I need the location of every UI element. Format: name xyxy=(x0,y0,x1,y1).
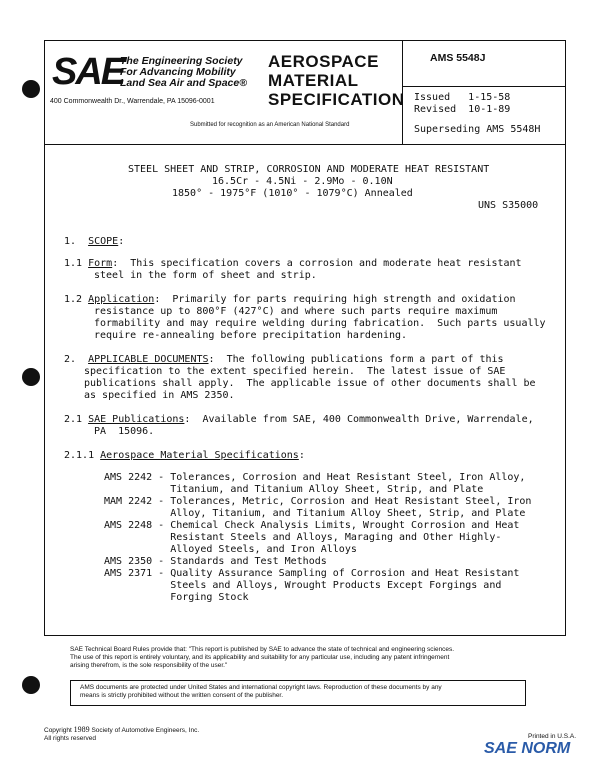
revised-date: Revised 10-1-89 xyxy=(414,104,511,115)
section-1-1: 1.1 Form: This specification covers a corrosion and moderate heat resistant xyxy=(64,258,522,269)
sae-norm-watermark: SAE NORM xyxy=(484,740,571,757)
binder-hole xyxy=(22,80,40,98)
society-name: The Engineering Society For Advancing Mobility Land Sea Air and Space® xyxy=(120,55,247,89)
rights-reserved: All rights reserved xyxy=(44,735,97,742)
reference-line: Resistant Steels and Alloys, Maraging and Other Highly- xyxy=(104,532,502,543)
reference-line: AMS 2242 - Tolerances, Corrosion and Heat Resistant Steel, Iron Alloy, xyxy=(104,472,526,483)
section-2-cont: as specified in AMS 2350. xyxy=(84,390,235,401)
uns-number: UNS S35000 xyxy=(478,200,539,211)
superseding: Superseding AMS 5548H xyxy=(414,124,541,135)
section-2-1-cont: PA 15096. xyxy=(94,426,155,437)
binder-hole xyxy=(22,368,40,386)
reference-line: Alloy, Titanium, and Titanium Alloy Sheet, Strip, and Plate xyxy=(104,508,526,519)
printed-in: Printed in U.S.A. xyxy=(528,733,577,740)
copyright-line: Copyright 1989 Society of Automotive Engineers, Inc. xyxy=(44,725,200,734)
reference-line: Titanium, and Titanium Alloy Sheet, Strip, and Plate xyxy=(104,484,484,495)
sae-logo: SAE xyxy=(52,51,125,93)
section-2: 2. APPLICABLE DOCUMENTS: The following publications form a part of this xyxy=(64,354,504,365)
reference-line: MAM 2242 - Tolerances, Metric, Corrosion and Heat Resistant Steel, Iron xyxy=(104,496,532,507)
reference-line: AMS 2350 - Standards and Test Methods xyxy=(104,556,327,567)
board-rules-note: SAE Technical Board Rules provide that: "This report is published by SAE to advance the state of technical and engineering sciences. The use of this report is entirely voluntary, and its applicability and suitability for any particular use, including any patent infringement arising therefrom, is the sole responsibility of the user." xyxy=(70,646,455,669)
section-1-2-cont: require re-annealing before precipitation hardening. xyxy=(94,330,408,341)
reference-line: AMS 2248 - Chemical Check Analysis Limits, Wrought Corrosion and Heat xyxy=(104,520,520,531)
section-2-1-1: 2.1.1 Aerospace Material Specifications: xyxy=(64,450,305,461)
section-2-1: 2.1 SAE Publications: Available from SAE, 400 Commonwealth Drive, Warrendale, xyxy=(64,414,534,425)
copyright-notice: AMS documents are protected under United States and international copyright laws. Reproduction of these documents by any means is strictly prohibited without the written consent of the publisher. xyxy=(80,684,442,699)
recognition-note: Submitted for recognition as an American National Standard xyxy=(190,122,350,128)
binder-hole xyxy=(22,676,40,694)
reference-line: AMS 2371 - Quality Assurance Sampling of Corrosion and Heat Resistant xyxy=(104,568,520,579)
section-1-2: 1.2 Application: Primarily for parts requiring high strength and oxidation xyxy=(64,294,516,305)
reference-line: Alloyed Steels, and Iron Alloys xyxy=(104,544,357,555)
reference-line: Forging Stock xyxy=(104,592,249,603)
header-divider xyxy=(44,144,566,145)
ams-number: AMS 5548J xyxy=(430,52,486,64)
section-1-heading: 1. SCOPE: xyxy=(64,236,125,247)
section-1-1-cont: steel in the form of sheet and strip. xyxy=(94,270,317,281)
issued-date: Issued 1-15-58 xyxy=(414,92,511,103)
section-1-2-cont: resistance up to 800°F (427°C) and where such parts require maximum xyxy=(94,306,498,317)
spec-heat-treat: 1850° - 1975°F (1010° - 1079°C) Annealed xyxy=(172,188,413,199)
spec-title: STEEL SHEET AND STRIP, CORROSION AND MODERATE HEAT RESISTANT xyxy=(128,164,490,175)
header-divider xyxy=(402,86,566,87)
section-2-cont: publications shall apply. The applicable issue of other documents shall be xyxy=(84,378,536,389)
document-type-title: AEROSPACE MATERIAL SPECIFICATION xyxy=(268,52,405,109)
spec-composition: 16.5Cr - 4.5Ni - 2.9Mo - 0.10N xyxy=(212,176,393,187)
section-2-cont: specification to the extent specified herein. The latest issue of SAE xyxy=(84,366,506,377)
reference-line: Steels and Alloys, Wrought Products Except Forgings and xyxy=(104,580,502,591)
section-1-2-cont: formability and may require welding during fabrication. Such parts usually xyxy=(94,318,546,329)
society-address: 400 Commonwealth Dr., Warrendale, PA 15096-0001 xyxy=(50,98,215,105)
